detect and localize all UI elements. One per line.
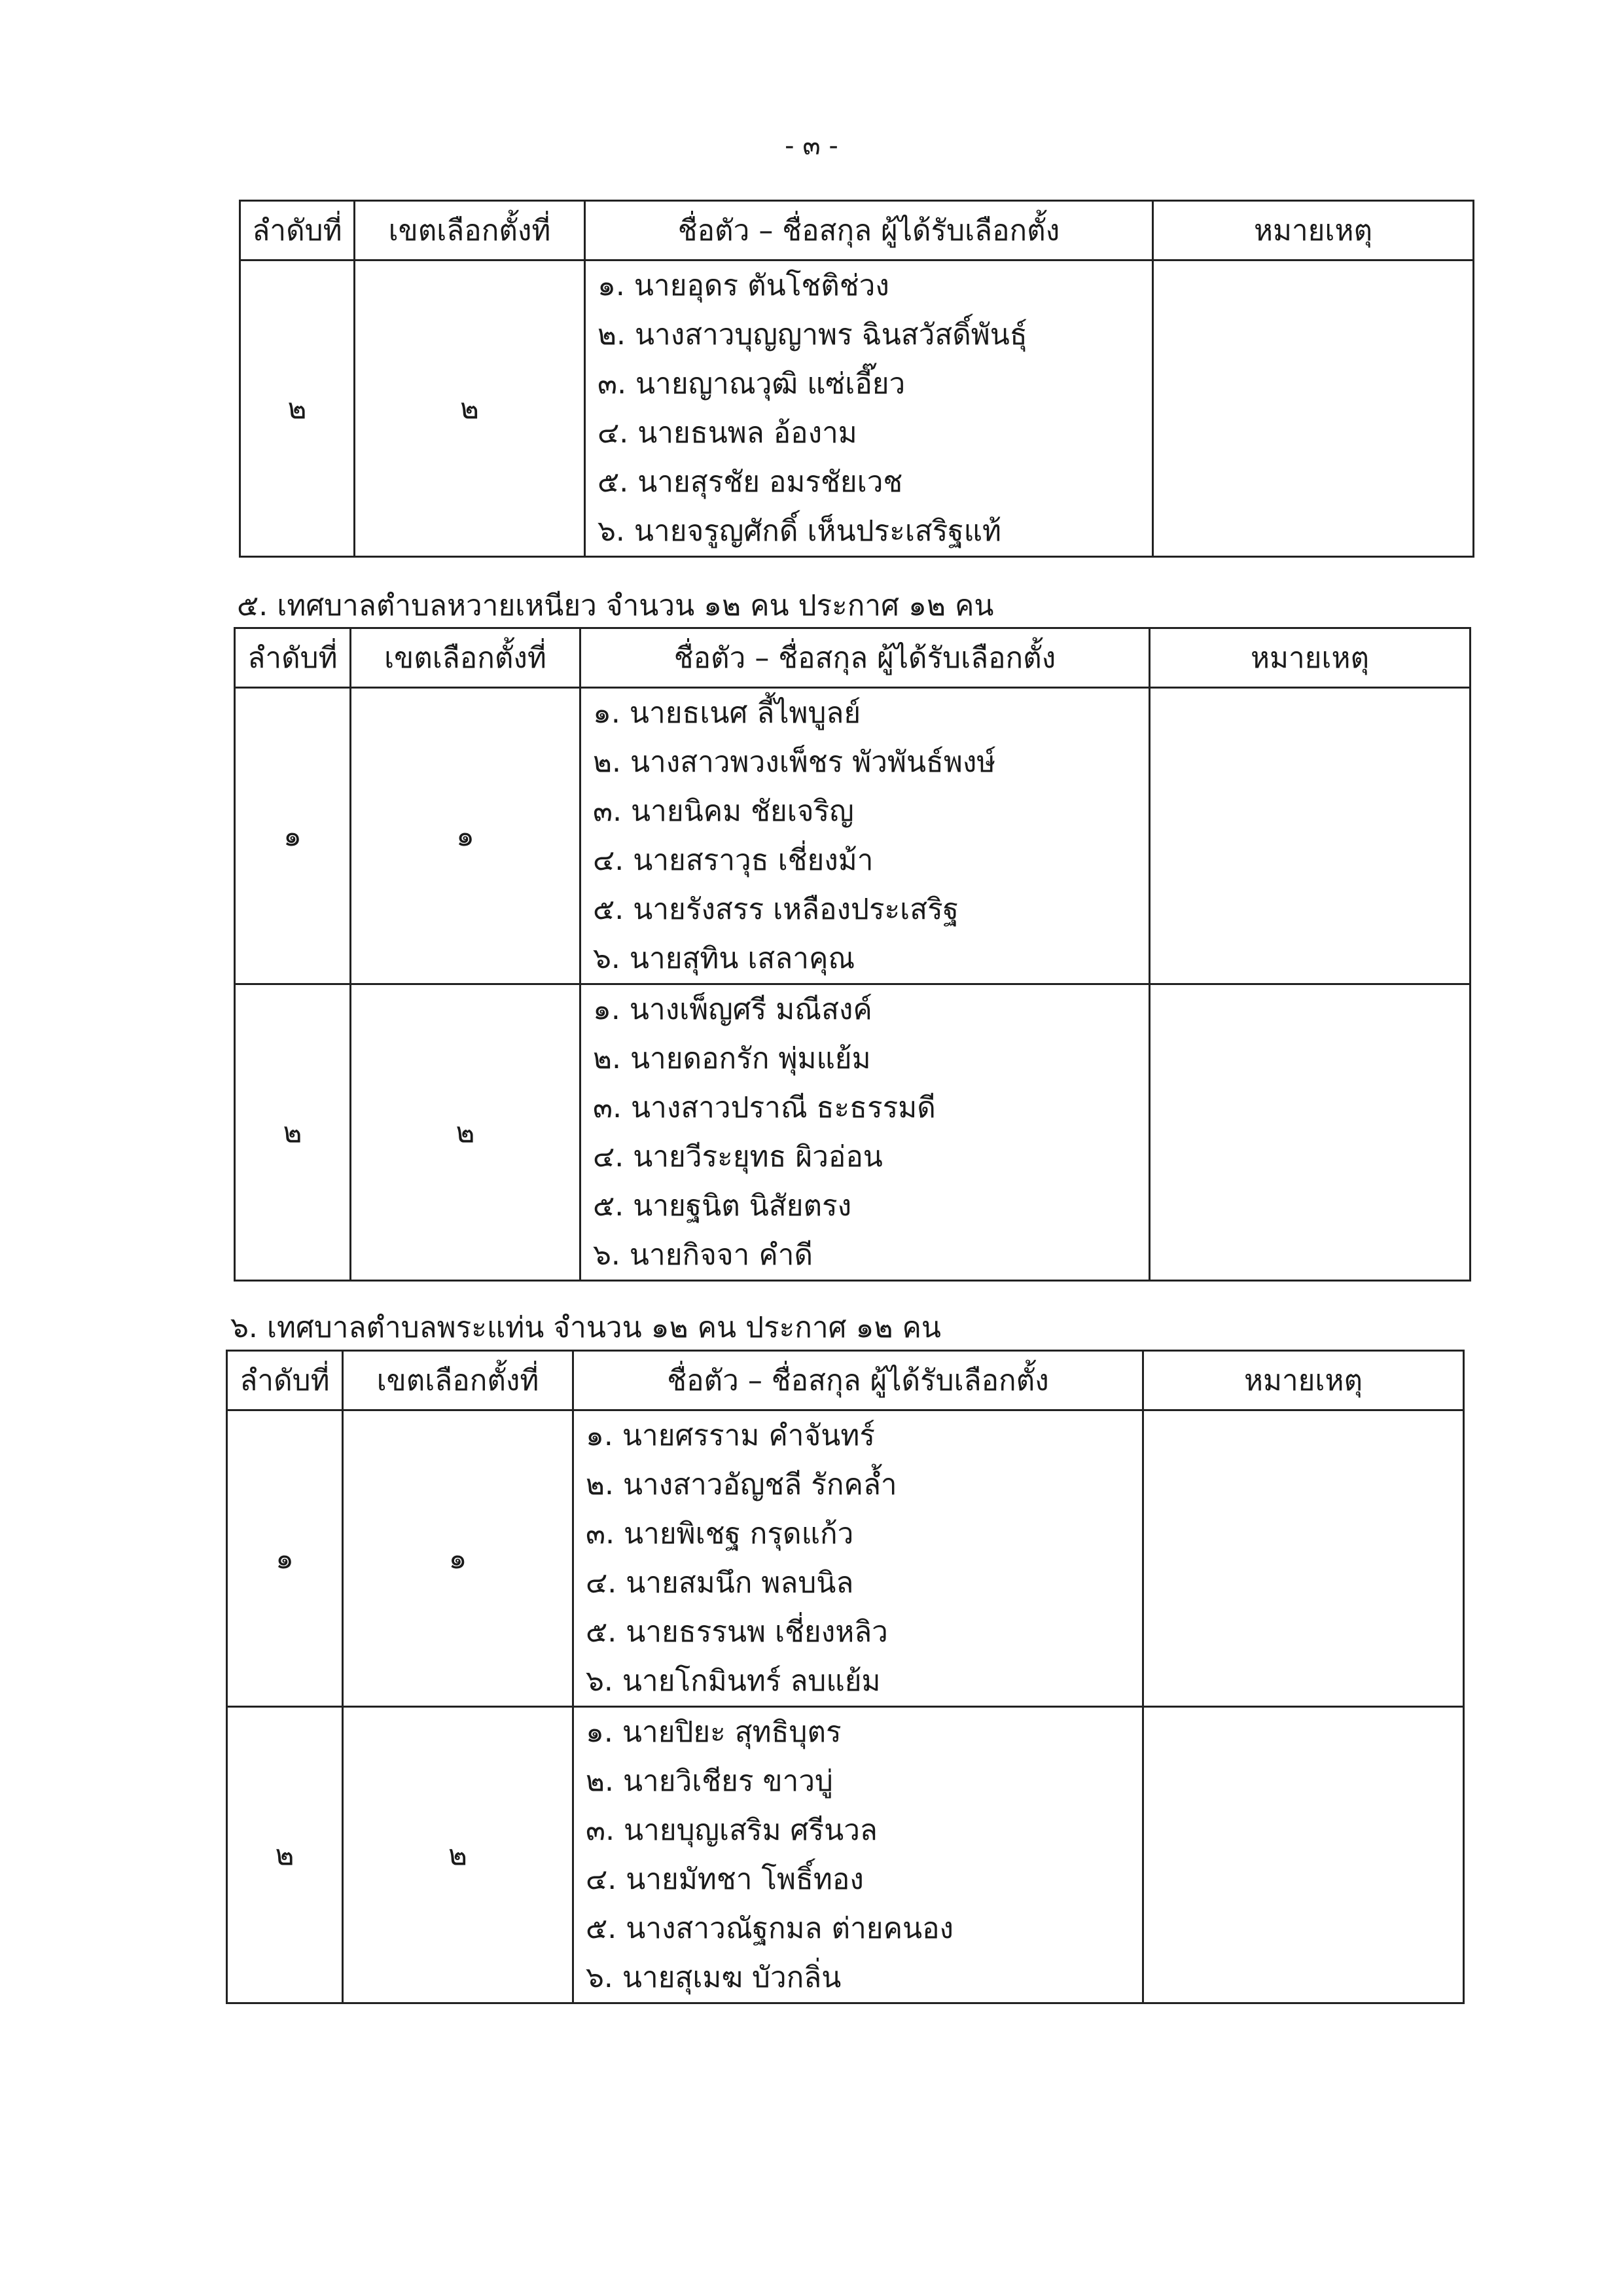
table-header-row [240, 201, 1474, 260]
names-cell [585, 260, 1153, 557]
results-table-section6 [226, 1350, 1465, 2004]
elected-name: ๒. นางสาวบุญญาพร ฉินสวัสดิ์พันธุ์ [597, 318, 1027, 351]
elected-name: ๔. นายมัทชา โพธิ์ทอง [586, 1863, 864, 1896]
elected-name: ๕. นายธรรนพ เชี่ยงหลิว [586, 1615, 888, 1649]
elected-name: ๔. นายสมนึก พลบนิล [586, 1566, 854, 1600]
elected-name: ๓. นางสาวปราณี ธะธรรมดี [593, 1091, 936, 1124]
elected-name: ๖. นายโกมินทร์ ลบแย้ม [586, 1664, 881, 1698]
names-cell [573, 1707, 1143, 2003]
remark-cell [1150, 984, 1471, 1281]
elected-name: ๑. นายธเนศ ลี้ไพบูลย์ [593, 696, 861, 730]
order-cell: ๒ [235, 984, 351, 1281]
header-order: ลำดับที่ [227, 1351, 343, 1410]
elected-name: ๒. นายวิเชียร ขาวบู่ [586, 1765, 833, 1798]
elected-name: ๔. นายธนพล อ้องาม [597, 416, 857, 450]
results-table-section5 [234, 627, 1471, 1282]
remark-cell [1143, 1410, 1464, 1707]
elected-name: ๓. นายนิคม ชัยเจริญ [593, 795, 854, 828]
header-order: ลำดับที่ [240, 201, 355, 260]
table-row [235, 688, 1471, 984]
header-remark: หมายเหตุ [1143, 1351, 1464, 1410]
order-cell: ๑ [227, 1410, 343, 1707]
table-row [227, 1707, 1464, 2003]
elected-name: ๑. นายปิยะ สุทธิบุตร [586, 1715, 842, 1749]
table-header-row [235, 628, 1471, 688]
elected-name: ๑. นายอุดร ตันโชติช่วง [597, 269, 889, 302]
table-row [240, 260, 1474, 557]
header-order: ลำดับที่ [235, 628, 351, 688]
elected-name: ๖. นายสุทิน เสลาคุณ [593, 942, 855, 975]
header-name: ชื่อตัว – ชื่อสกุล ผู้ได้รับเลือกตั้ง [585, 201, 1153, 260]
header-name: ชื่อตัว – ชื่อสกุล ผู้ได้รับเลือกตั้ง [580, 628, 1150, 688]
header-name: ชื่อตัว – ชื่อสกุล ผู้ได้รับเลือกตั้ง [573, 1351, 1143, 1410]
elected-name: ๕. นายสุรชัย อมรชัยเวช [597, 465, 903, 499]
header-district: เขตเลือกตั้งที่ [343, 1351, 573, 1410]
elected-name: ๓. นายพิเชฐ กรุดแก้ว [586, 1517, 854, 1551]
elected-name: ๓. นายญาณวุฒิ แซ่เอี๊ยว [597, 367, 906, 401]
table-row [235, 984, 1471, 1281]
elected-name: ๖. นายสุเมฆ บัวกลิ่น [586, 1961, 842, 1994]
elected-name: ๓. นายบุญเสริม ศรีนวล [586, 1814, 878, 1847]
elected-name: ๒. นางสาวพวงเพ็ชร พัวพันธ์พงษ์ [593, 745, 996, 779]
district-cell: ๒ [343, 1707, 573, 2003]
elected-name: ๔. นายสราวุธ เชี่ยงม้า [593, 844, 874, 877]
elected-name: ๑. นายศรราม คำจันทร์ [586, 1419, 875, 1452]
header-remark: หมายเหตุ [1150, 628, 1471, 688]
remark-cell [1150, 688, 1471, 984]
order-cell: ๒ [240, 260, 355, 557]
order-cell: ๒ [227, 1707, 343, 2003]
district-cell: ๑ [351, 688, 580, 984]
district-cell: ๒ [351, 984, 580, 1281]
header-district: เขตเลือกตั้งที่ [355, 201, 585, 260]
elected-name: ๖. นายจรูญศักดิ์ เห็นประเสริฐแท้ [597, 514, 1001, 548]
district-cell: ๒ [355, 260, 585, 557]
section-title: ๕. เทศบาลตำบลหวายเหนียว จำนวน ๑๒ คน ประกาศ ๑๒ คน [237, 589, 994, 622]
elected-name: ๕. นางสาวณัฐกมล ต่ายคนอง [586, 1912, 954, 1945]
elected-name: ๒. นางสาวอัญชลี รักคล้ำ [586, 1468, 897, 1501]
names-cell [580, 984, 1150, 1281]
district-cell: ๑ [343, 1410, 573, 1707]
section-title: ๖. เทศบาลตำบลพระแท่น จำนวน ๑๒ คน ประกาศ ๑๒ คน [230, 1311, 941, 1344]
names-cell [580, 688, 1150, 984]
header-district: เขตเลือกตั้งที่ [351, 628, 580, 688]
results-table-continued [239, 200, 1474, 558]
table-row [227, 1410, 1464, 1707]
elected-name: ๕. นายรังสรร เหลืองประเสริฐ [593, 893, 959, 926]
elected-name: ๒. นายดอกรัก พุ่มแย้ม [593, 1042, 871, 1075]
elected-name: ๑. นางเพ็ญศรี มณีสงค์ [593, 993, 872, 1026]
elected-name: ๖. นายกิจจา คำดี [593, 1238, 813, 1272]
remark-cell [1143, 1707, 1464, 2003]
order-cell: ๑ [235, 688, 351, 984]
table-header-row [227, 1351, 1464, 1410]
elected-name: ๔. นายวีระยุทธ ผิวอ่อน [593, 1140, 883, 1174]
elected-name: ๕. นายฐนิต นิสัยตรง [593, 1189, 852, 1223]
remark-cell [1153, 260, 1474, 557]
header-remark: หมายเหตุ [1153, 201, 1474, 260]
names-cell [573, 1410, 1143, 1707]
page-number: - ๓ - [785, 131, 838, 161]
